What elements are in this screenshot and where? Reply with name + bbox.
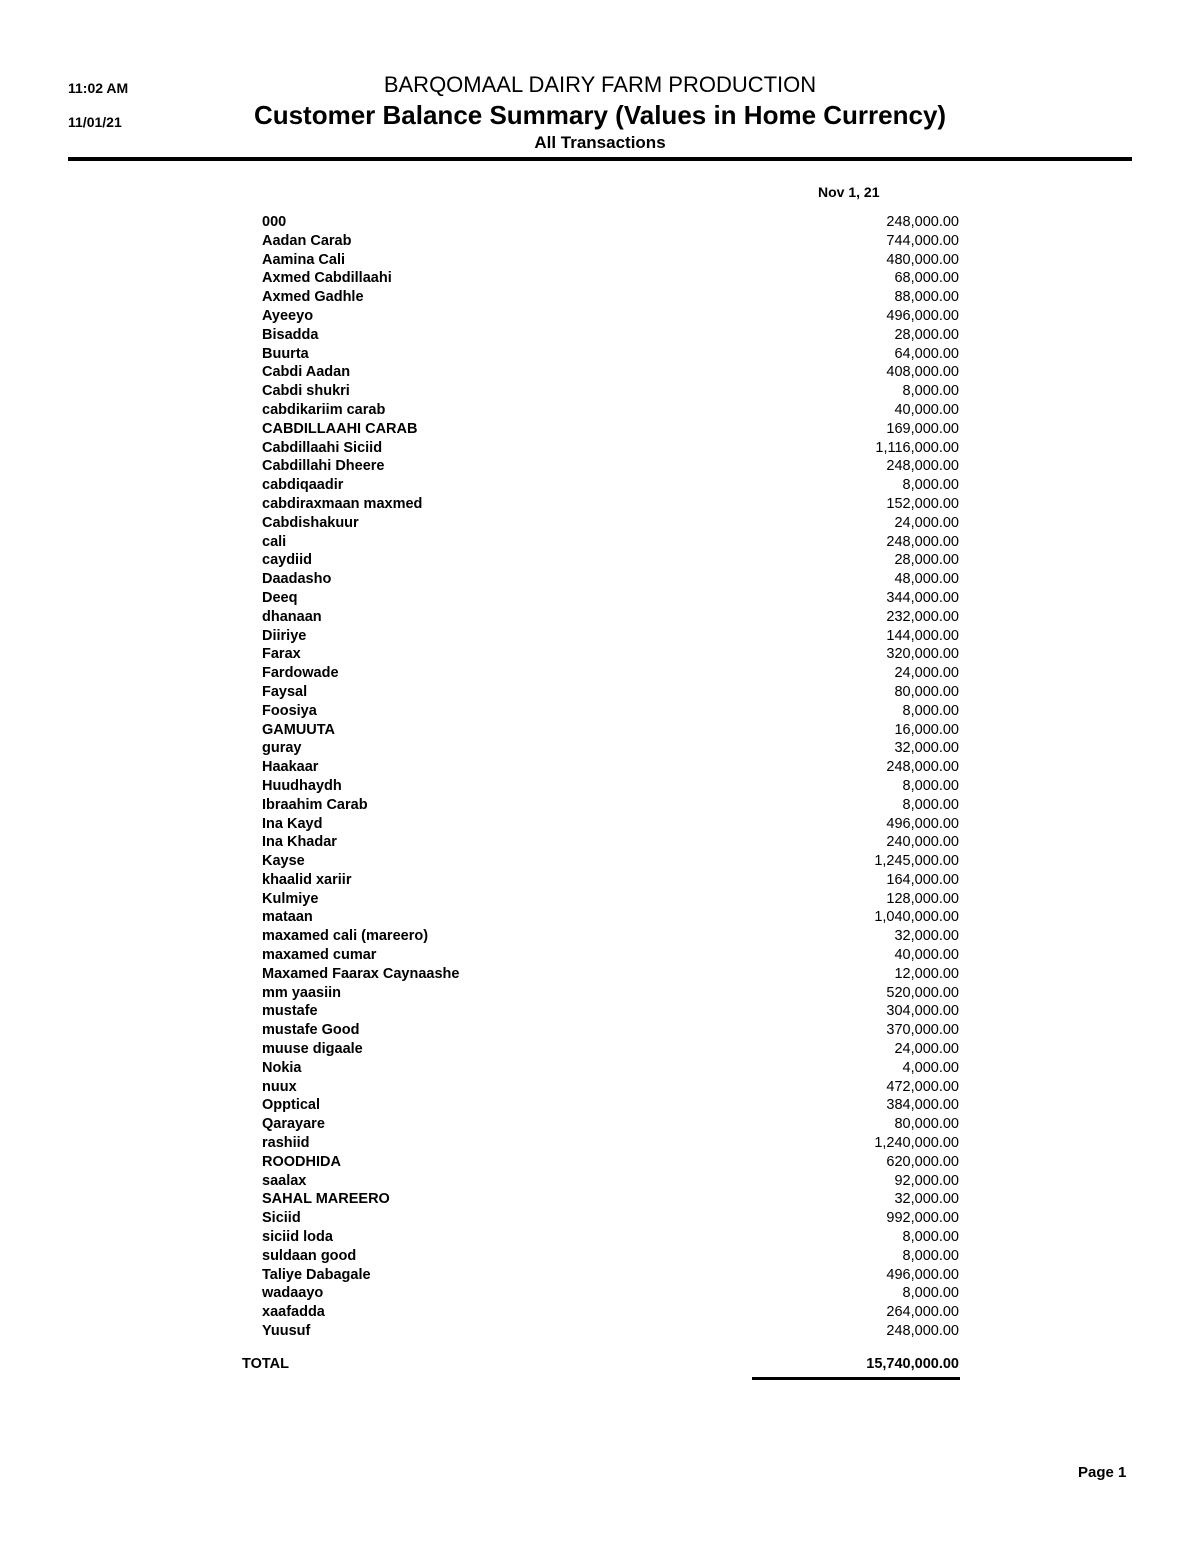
table-row <box>262 514 959 533</box>
customer-balance: 232,000.00 <box>886 608 959 625</box>
customer-balance: 24,000.00 <box>894 514 959 531</box>
table-row <box>262 815 959 834</box>
customer-balance: 8,000.00 <box>902 477 959 494</box>
customer-balance: 28,000.00 <box>894 552 959 569</box>
table-row <box>262 1247 959 1266</box>
customer-balance: 64,000.00 <box>894 345 959 362</box>
table-row <box>262 927 959 946</box>
customer-name: Buurta <box>262 345 309 362</box>
customer-name: Deeq <box>262 589 298 606</box>
customer-balance: 408,000.00 <box>886 364 959 381</box>
table-row <box>262 1115 959 1134</box>
table-row <box>262 1172 959 1191</box>
table-row <box>262 1322 959 1341</box>
table-row <box>262 1040 959 1059</box>
customer-balance: 472,000.00 <box>886 1078 959 1095</box>
customer-balance: 344,000.00 <box>886 589 959 606</box>
customer-balance: 32,000.00 <box>894 1191 959 1208</box>
customer-name: maxamed cumar <box>262 947 377 964</box>
customer-name: Yuusuf <box>262 1323 311 1340</box>
customer-balance: 384,000.00 <box>886 1097 959 1114</box>
table-row <box>262 382 959 401</box>
customer-balance: 68,000.00 <box>894 270 959 287</box>
header-divider <box>68 157 1132 161</box>
customer-balance: 1,245,000.00 <box>874 853 959 870</box>
customer-name: saalax <box>262 1172 307 1189</box>
customer-balance: 80,000.00 <box>894 683 959 700</box>
customer-name: Kayse <box>262 853 305 870</box>
table-row <box>262 1190 959 1209</box>
customer-name: SAHAL MAREERO <box>262 1191 390 1208</box>
customer-name: Kulmiye <box>262 890 319 907</box>
table-row <box>262 232 959 251</box>
customer-balance: 8,000.00 <box>902 702 959 719</box>
customer-name: Axmed Gadhle <box>262 289 364 306</box>
total-amount: 15,740,000.00 <box>866 1356 959 1372</box>
customer-name: xaafadda <box>262 1304 325 1321</box>
customer-name: Cabdillaahi Siciid <box>262 439 383 456</box>
customer-name: mm yaasiin <box>262 984 341 1001</box>
total-underline <box>752 1377 960 1380</box>
customer-balance: 744,000.00 <box>886 232 959 249</box>
customer-balance: 620,000.00 <box>886 1153 959 1170</box>
customer-balance-list <box>262 213 959 1341</box>
customer-name: Siciid <box>262 1210 301 1227</box>
customer-balance: 169,000.00 <box>886 420 959 437</box>
customer-name: Ina Khadar <box>262 834 337 851</box>
customer-balance: 8,000.00 <box>902 1229 959 1246</box>
customer-balance: 248,000.00 <box>886 759 959 776</box>
table-row <box>262 758 959 777</box>
customer-name: Diiriye <box>262 627 307 644</box>
customer-balance: 248,000.00 <box>886 1323 959 1340</box>
customer-name: rashiid <box>262 1135 310 1152</box>
customer-balance: 1,240,000.00 <box>874 1135 959 1152</box>
table-row <box>262 570 959 589</box>
customer-name: Daadasho <box>262 571 332 588</box>
table-row <box>262 946 959 965</box>
report-subtitle: All Transactions <box>534 133 666 152</box>
customer-name: caydiid <box>262 552 312 569</box>
customer-name: Cabdishakuur <box>262 514 359 531</box>
customer-name: Aadan Carab <box>262 232 352 249</box>
table-row <box>262 1059 959 1078</box>
table-row <box>262 420 959 439</box>
table-row <box>262 739 959 758</box>
table-row <box>262 1002 959 1021</box>
table-row <box>262 984 959 1003</box>
customer-balance: 8,000.00 <box>902 1247 959 1264</box>
customer-balance: 40,000.00 <box>894 401 959 418</box>
table-row <box>262 213 959 232</box>
customer-balance: 304,000.00 <box>886 1003 959 1020</box>
customer-balance: 48,000.00 <box>894 571 959 588</box>
table-row <box>262 608 959 627</box>
customer-balance: 248,000.00 <box>886 458 959 475</box>
customer-balance: 24,000.00 <box>894 1041 959 1058</box>
customer-balance: 370,000.00 <box>886 1022 959 1039</box>
customer-balance: 320,000.00 <box>886 646 959 663</box>
customer-name: Qarayare <box>262 1116 325 1133</box>
table-row <box>262 269 959 288</box>
column-heading: Nov 1, 21 <box>818 184 880 200</box>
table-row <box>262 908 959 927</box>
page-number: Page 1 <box>1078 1464 1127 1481</box>
table-row <box>262 1096 959 1115</box>
customer-balance: 80,000.00 <box>894 1116 959 1133</box>
table-row <box>262 533 959 552</box>
table-row <box>262 288 959 307</box>
customer-balance: 520,000.00 <box>886 984 959 1001</box>
customer-balance: 1,040,000.00 <box>874 909 959 926</box>
customer-balance: 12,000.00 <box>894 965 959 982</box>
customer-balance: 496,000.00 <box>886 307 959 324</box>
customer-name: cabdiraxmaan maxmed <box>262 495 423 512</box>
customer-name: Aamina Cali <box>262 251 345 268</box>
customer-name: mataan <box>262 909 313 926</box>
customer-name: 000 <box>262 214 287 230</box>
customer-name: cali <box>262 533 287 550</box>
customer-balance: 264,000.00 <box>886 1304 959 1321</box>
customer-balance: 240,000.00 <box>886 834 959 851</box>
table-row <box>262 645 959 664</box>
table-row <box>262 890 959 909</box>
table-row <box>262 1266 959 1285</box>
customer-name: wadaayo <box>262 1285 324 1302</box>
table-row <box>262 777 959 796</box>
table-row <box>262 1078 959 1097</box>
customer-balance: 8,000.00 <box>902 383 959 400</box>
customer-name: Nokia <box>262 1059 302 1076</box>
customer-balance: 8,000.00 <box>902 777 959 794</box>
customer-name: Cabdi Aadan <box>262 364 351 381</box>
customer-balance: 128,000.00 <box>886 890 959 907</box>
customer-name: muuse digaale <box>262 1041 363 1058</box>
customer-balance: 1,116,000.00 <box>875 439 959 456</box>
customer-balance: 248,000.00 <box>886 533 959 550</box>
customer-name: dhanaan <box>262 608 322 625</box>
customer-name: Faysal <box>262 683 308 700</box>
table-row <box>262 1303 959 1322</box>
customer-name: suldaan good <box>262 1247 357 1264</box>
customer-balance: 8,000.00 <box>902 796 959 813</box>
customer-balance: 480,000.00 <box>886 251 959 268</box>
table-row <box>262 307 959 326</box>
customer-balance: 24,000.00 <box>894 665 959 682</box>
customer-balance: 496,000.00 <box>886 815 959 832</box>
customer-balance: 88,000.00 <box>894 289 959 306</box>
customer-balance: 4,000.00 <box>902 1059 959 1076</box>
customer-name: cabdikariim carab <box>262 401 386 418</box>
table-row <box>262 457 959 476</box>
customer-name: Huudhaydh <box>262 777 342 794</box>
customer-balance: 152,000.00 <box>886 495 959 512</box>
table-row <box>262 702 959 721</box>
table-row <box>262 1134 959 1153</box>
table-row <box>262 852 959 871</box>
customer-balance: 16,000.00 <box>894 721 959 738</box>
customer-name: mustafe Good <box>262 1022 360 1039</box>
customer-name: Cabdi shukri <box>262 383 350 400</box>
customer-name: nuux <box>262 1078 297 1095</box>
customer-name: Ina Kayd <box>262 815 323 832</box>
table-row <box>262 871 959 890</box>
customer-name: Cabdillahi Dheere <box>262 458 385 475</box>
table-row <box>262 664 959 683</box>
customer-name: khaalid xariir <box>262 871 352 888</box>
customer-balance: 992,000.00 <box>886 1210 959 1227</box>
customer-name: siciid loda <box>262 1229 333 1246</box>
customer-name: Axmed Cabdillaahi <box>262 270 392 287</box>
customer-name: Taliye Dabagale <box>262 1266 371 1283</box>
customer-name: ROODHIDA <box>262 1153 341 1170</box>
customer-balance: 32,000.00 <box>894 740 959 757</box>
customer-balance: 28,000.00 <box>894 326 959 343</box>
table-row <box>262 589 959 608</box>
table-row <box>262 1284 959 1303</box>
table-row <box>262 796 959 815</box>
customer-name: Bisadda <box>262 326 319 343</box>
customer-name: Haakaar <box>262 759 319 776</box>
table-row <box>262 495 959 514</box>
customer-name: mustafe <box>262 1003 318 1020</box>
customer-name: maxamed cali (mareero) <box>262 928 429 945</box>
customer-name: GAMUUTA <box>262 721 336 738</box>
customer-name: Ayeeyo <box>262 307 314 324</box>
customer-name: Farax <box>262 646 301 663</box>
table-row <box>262 1153 959 1172</box>
customer-name: CABDILLAAHI CARAB <box>262 420 418 437</box>
table-row <box>262 401 959 420</box>
table-row <box>262 1209 959 1228</box>
customer-balance: 496,000.00 <box>886 1266 959 1283</box>
customer-balance: 92,000.00 <box>894 1172 959 1189</box>
customer-balance: 144,000.00 <box>886 627 959 644</box>
customer-balance: 164,000.00 <box>886 871 959 888</box>
table-row <box>262 1228 959 1247</box>
table-row <box>262 251 959 270</box>
table-row <box>262 833 959 852</box>
table-row <box>262 476 959 495</box>
customer-name: cabdiqaadir <box>262 477 344 494</box>
customer-name: Opptical <box>262 1097 321 1114</box>
report-date: 11/01/21 <box>68 114 122 130</box>
customer-balance: 32,000.00 <box>894 928 959 945</box>
customer-name: guray <box>262 740 302 757</box>
customer-name: Maxamed Faarax Caynaashe <box>262 965 460 982</box>
table-row <box>262 363 959 382</box>
table-row <box>262 627 959 646</box>
table-row <box>262 326 959 345</box>
report-time: 11:02 AM <box>68 80 129 96</box>
customer-balance: 40,000.00 <box>894 947 959 964</box>
table-row <box>262 1021 959 1040</box>
table-row <box>262 965 959 984</box>
table-row <box>262 721 959 740</box>
table-row <box>262 551 959 570</box>
customer-balance: 248,000.00 <box>886 214 959 230</box>
company-name: BARQOMAAL DAIRY FARM PRODUCTION <box>383 72 817 97</box>
total-label: TOTAL <box>242 1356 289 1372</box>
customer-name: Ibraahim Carab <box>262 796 368 813</box>
table-row <box>262 683 959 702</box>
customer-name: Fardowade <box>262 665 339 682</box>
report-title: Customer Balance Summary (Values in Home Currency) <box>253 100 947 130</box>
table-row <box>262 345 959 364</box>
table-row <box>262 439 959 458</box>
customer-name: Foosiya <box>262 702 317 719</box>
customer-balance: 8,000.00 <box>902 1285 959 1302</box>
